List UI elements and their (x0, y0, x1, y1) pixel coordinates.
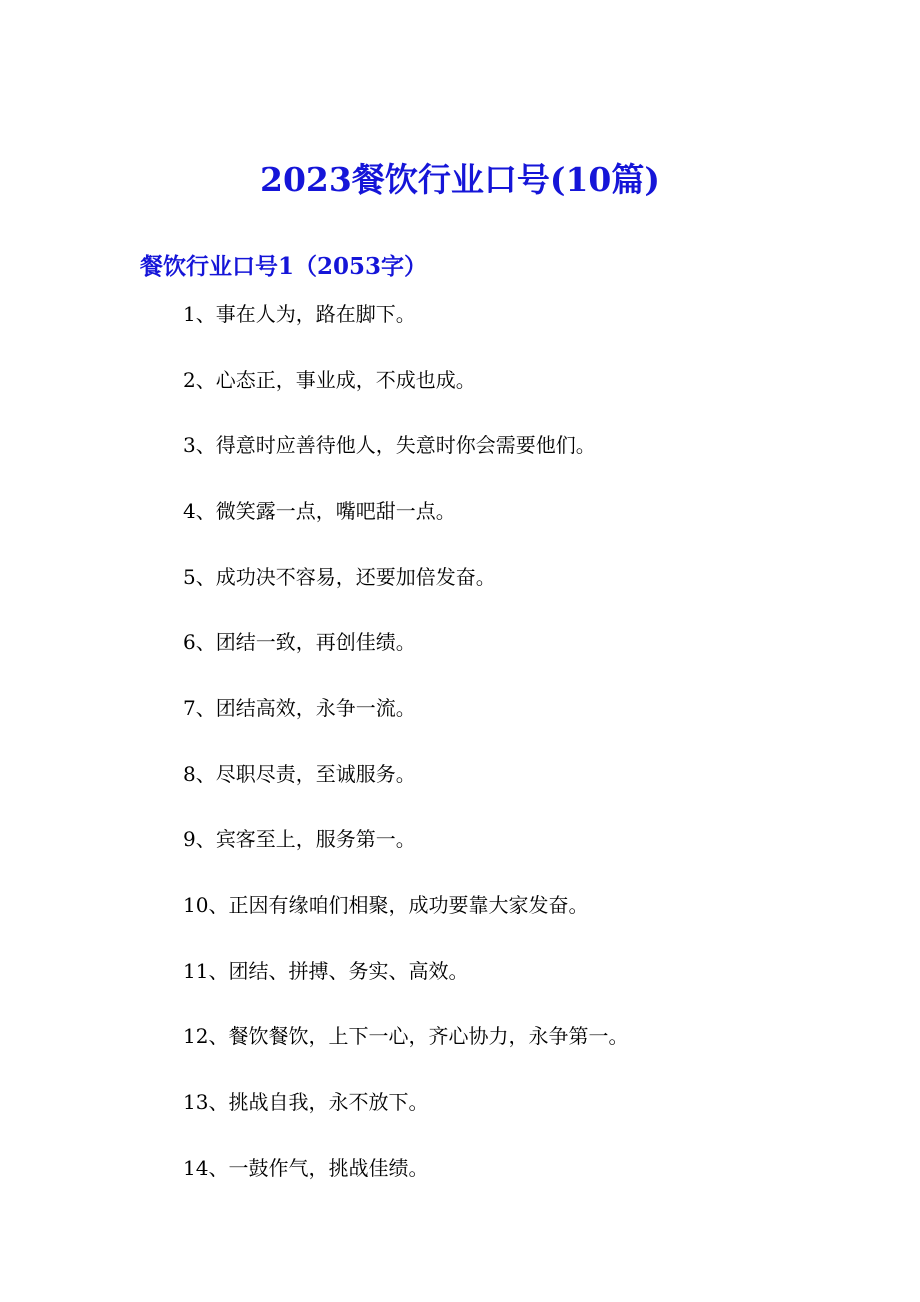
slogan-item-13: 13、挑战自我，永不放下。 (183, 1090, 429, 1114)
page-title: 2023餐饮行业口号(10篇) (260, 160, 660, 200)
slogan-item-14: 14、一鼓作气，挑战佳绩。 (183, 1156, 429, 1180)
slogan-item-10: 10、正因有缘咱们相聚，成功要靠大家发奋。 (183, 893, 589, 917)
slogan-item-9: 9、宾客至上，服务第一。 (183, 827, 416, 851)
slogan-item-5: 5、成功决不容易，还要加倍发奋。 (183, 565, 496, 589)
section-heading: 餐饮行业口号1（2053字） (140, 253, 428, 281)
slogan-item-11: 11、团结、拼搏、务实、高效。 (183, 959, 469, 983)
slogan-item-12: 12、餐饮餐饮，上下一心，齐心协力，永争第一。 (183, 1024, 629, 1048)
slogan-item-8: 8、尽职尽责，至诚服务。 (183, 762, 416, 786)
slogan-item-2: 2、心态正，事业成，不成也成。 (183, 368, 476, 392)
slogan-item-4: 4、微笑露一点，嘴吧甜一点。 (183, 499, 456, 523)
slogan-item-7: 7、团结高效，永争一流。 (183, 696, 416, 720)
slogan-item-1: 1、事在人为，路在脚下。 (183, 302, 416, 326)
slogan-item-6: 6、团结一致，再创佳绩。 (183, 630, 416, 654)
slogan-item-3: 3、得意时应善待他人，失意时你会需要他们。 (183, 433, 596, 457)
